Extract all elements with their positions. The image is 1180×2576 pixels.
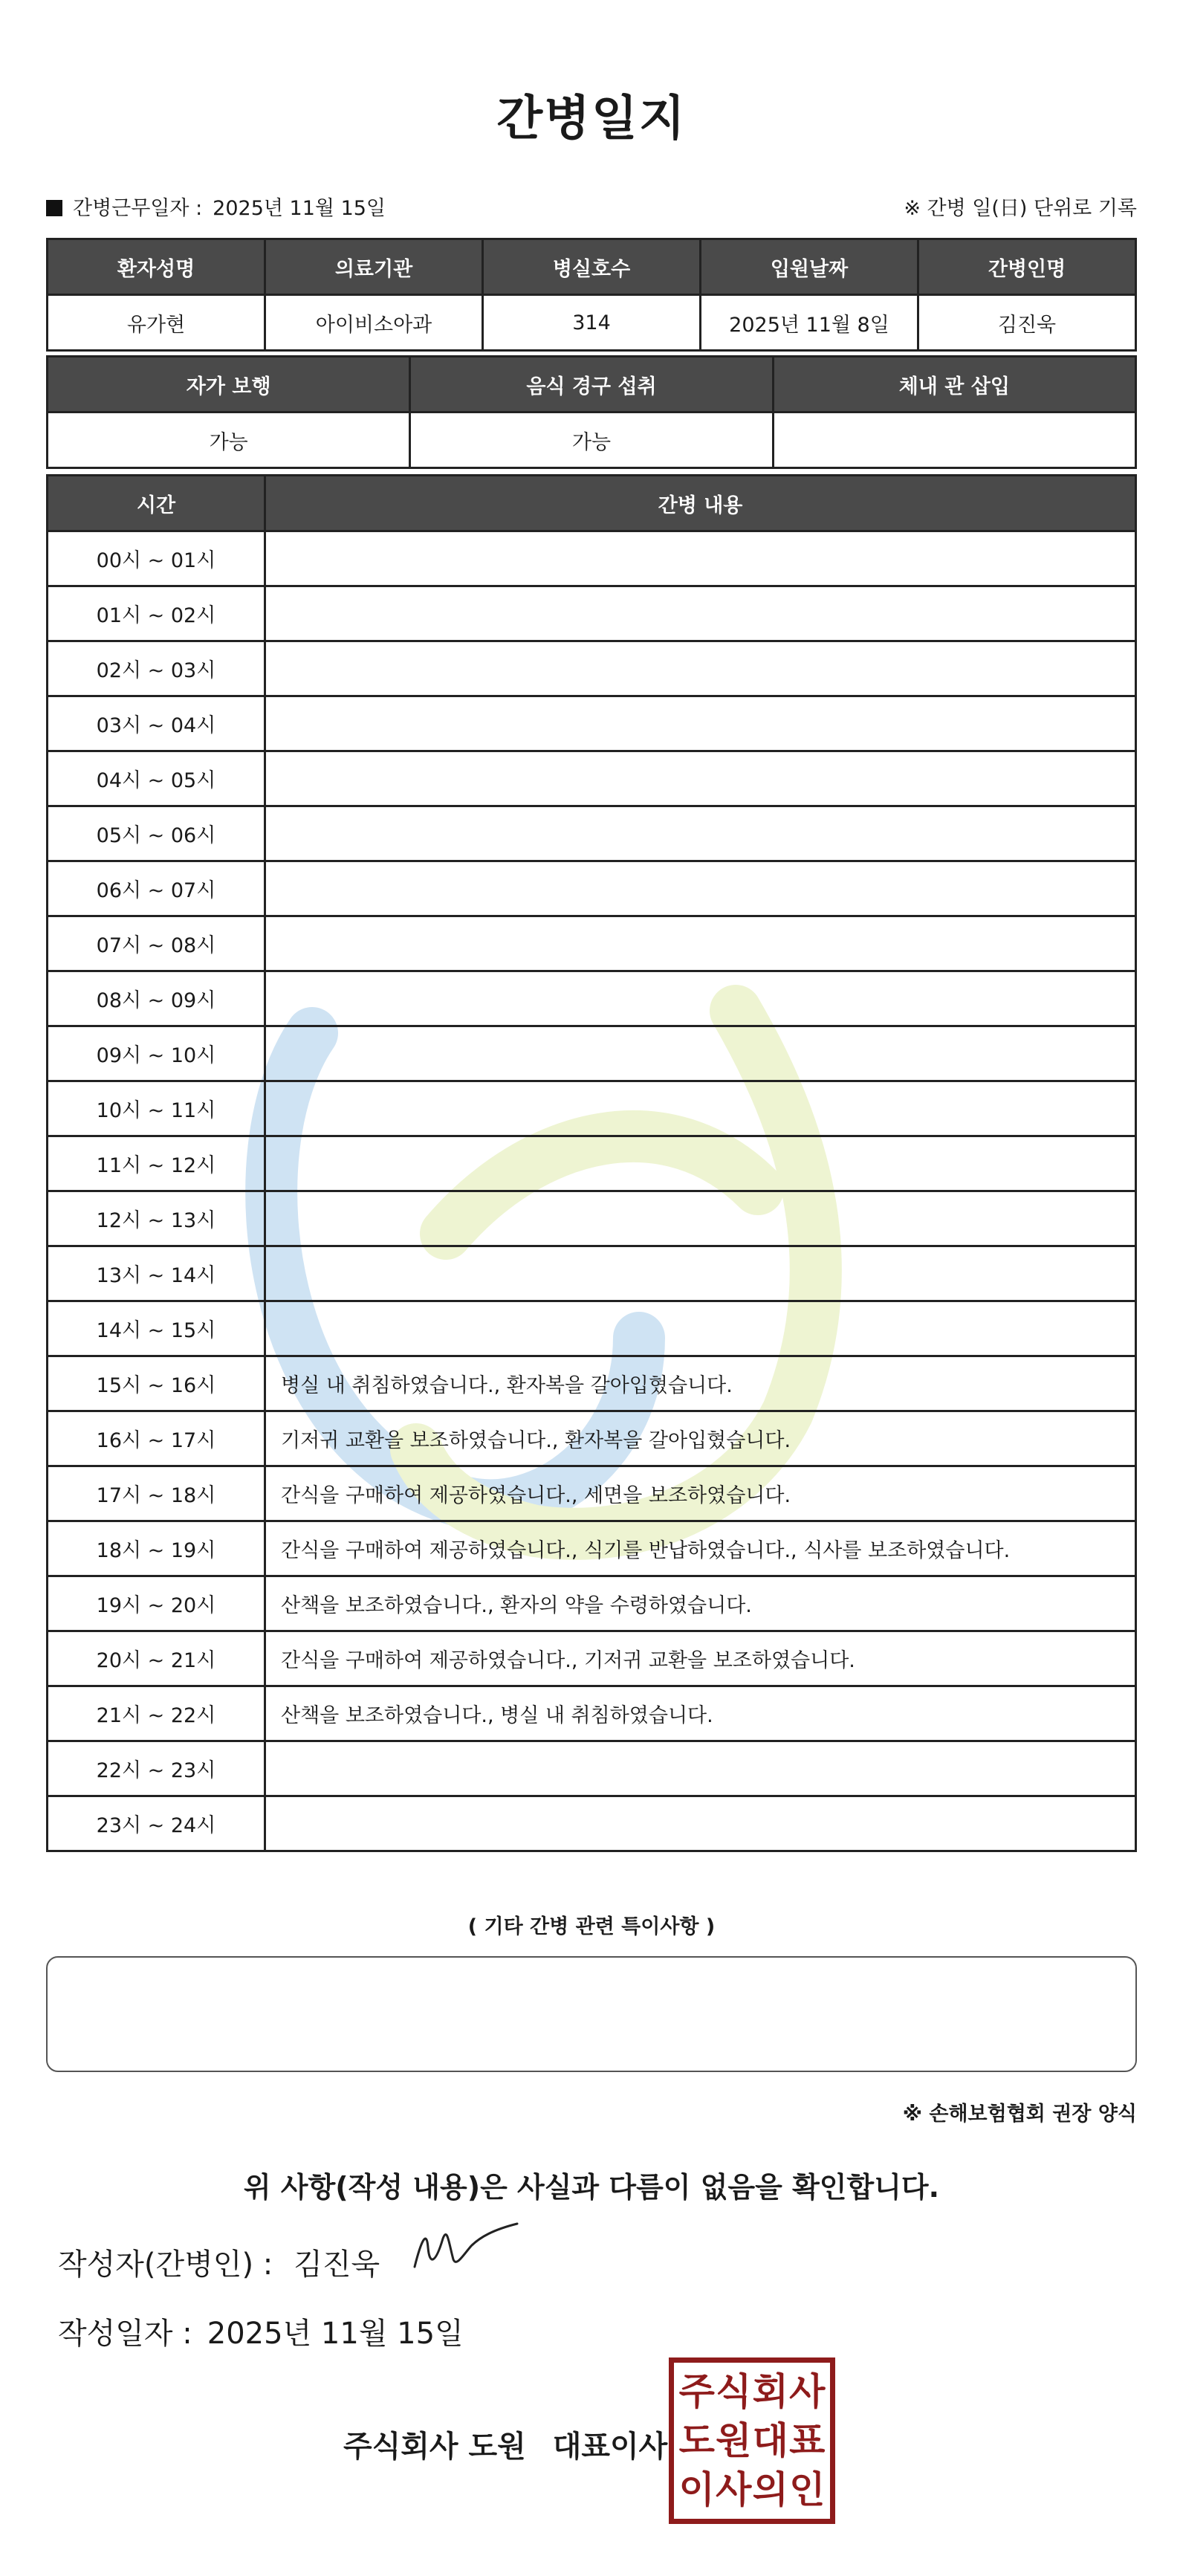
hospital: 아이비소아과	[265, 295, 483, 351]
log-time: 13시 ~ 14시	[48, 1246, 265, 1301]
log-content	[265, 1136, 1136, 1191]
log-content: 간식을 구매하여 제공하였습니다., 기저귀 교환을 보조하였습니다.	[265, 1631, 1136, 1686]
log-time: 23시 ~ 24시	[48, 1796, 265, 1851]
company-seal	[669, 2357, 835, 2524]
log-content	[265, 751, 1136, 806]
log-time: 20시 ~ 21시	[48, 1631, 265, 1686]
log-time: 08시 ~ 09시	[48, 971, 265, 1026]
log-row	[48, 531, 1136, 586]
log-time: 11시 ~ 12시	[48, 1136, 265, 1191]
seal-char: 원	[716, 2419, 752, 2462]
header-tube-insertion: 체내 관 삽입	[773, 357, 1135, 412]
header-admission-date: 입원날짜	[701, 239, 918, 295]
log-time: 06시 ~ 07시	[48, 861, 265, 916]
log-row	[48, 1466, 1136, 1521]
log-time: 14시 ~ 15시	[48, 1301, 265, 1356]
log-content	[265, 806, 1136, 861]
header-room-number: 병실호수	[483, 239, 701, 295]
log-time: 07시 ~ 08시	[48, 916, 265, 971]
written-date-value: 2025년 11월 15일	[207, 2317, 464, 2351]
log-row	[48, 641, 1136, 696]
confirmation-statement: 위 사항(작성 내용)은 사실과 다름이 없음을 확인합니다.	[243, 2171, 940, 2204]
log-row	[48, 971, 1136, 1026]
log-row	[48, 806, 1136, 861]
seal-char: 표	[789, 2419, 826, 2462]
log-row	[48, 1026, 1136, 1081]
log-row	[48, 1741, 1136, 1796]
written-date-label: 작성일자 :	[58, 2317, 192, 2351]
log-content	[265, 916, 1136, 971]
handwritten-signature	[410, 2221, 522, 2273]
log-content	[265, 1301, 1136, 1356]
seal-char: 회	[752, 2370, 788, 2413]
log-row	[48, 1246, 1136, 1301]
log-row	[48, 1136, 1136, 1191]
log-time: 12시 ~ 13시	[48, 1191, 265, 1246]
log-content	[265, 531, 1136, 586]
log-content	[265, 1081, 1136, 1136]
log-content: 병실 내 취침하였습니다., 환자복을 갈아입혔습니다.	[265, 1356, 1136, 1411]
seal-char: 도	[678, 2419, 715, 2462]
writer-name: 김진욱	[294, 2247, 380, 2282]
header-time: 시간	[48, 476, 265, 531]
seal-char: 주	[678, 2370, 715, 2413]
header-self-walking: 자가 보행	[48, 357, 410, 412]
self-walking: 가능	[48, 412, 410, 468]
care-log-table	[46, 474, 1137, 1852]
representative-title: 대표이사	[552, 2430, 668, 2464]
header-oral-intake: 음식 경구 섭취	[410, 357, 773, 412]
written-date-row	[58, 2310, 464, 2352]
log-content	[265, 1026, 1136, 1081]
seal-char: 사	[716, 2468, 752, 2511]
log-content	[265, 696, 1136, 751]
log-content: 산책을 보조하였습니다., 환자의 약을 수령하였습니다.	[265, 1576, 1136, 1631]
header-hospital: 의료기관	[265, 239, 483, 295]
room-number: 314	[483, 295, 701, 351]
log-row	[48, 1081, 1136, 1136]
log-row	[48, 1301, 1136, 1356]
log-row	[48, 1411, 1136, 1466]
seal-char: 인	[789, 2468, 826, 2511]
work-date	[46, 192, 396, 221]
log-content: 산책을 보조하였습니다., 병실 내 취침하였습니다.	[265, 1686, 1136, 1741]
log-content	[265, 1796, 1136, 1851]
log-time: 04시 ~ 05시	[48, 751, 265, 806]
log-time: 02시 ~ 03시	[48, 641, 265, 696]
log-row	[48, 1631, 1136, 1686]
log-time: 22시 ~ 23시	[48, 1741, 265, 1796]
log-time: 10시 ~ 11시	[48, 1081, 265, 1136]
tube-insertion	[773, 412, 1135, 468]
patient-info-table	[46, 238, 1137, 352]
notes-box	[46, 1956, 1137, 2072]
company-row	[343, 2423, 667, 2465]
log-time: 17시 ~ 18시	[48, 1466, 265, 1521]
log-row	[48, 861, 1136, 916]
log-time: 19시 ~ 20시	[48, 1576, 265, 1631]
log-row	[48, 1576, 1136, 1631]
oral-intake: 가능	[410, 412, 773, 468]
seal-char: 대	[752, 2419, 788, 2462]
log-content	[265, 971, 1136, 1026]
log-time: 16시 ~ 17시	[48, 1411, 265, 1466]
log-content	[265, 1191, 1136, 1246]
work-date-value: 2025년 11월 15일	[213, 197, 386, 220]
notes-title: ( 기타 간병 관련 특이사항 )	[467, 1915, 716, 1938]
log-row	[48, 586, 1136, 641]
log-content	[265, 641, 1136, 696]
log-content: 간식을 구매하여 제공하였습니다., 식기를 반납하였습니다., 식사를 보조하였습니다.	[265, 1521, 1136, 1576]
seal-char: 이	[678, 2468, 715, 2511]
header-patient-name: 환자성명	[48, 239, 265, 295]
log-row	[48, 751, 1136, 806]
log-content: 기저귀 교환을 보조하였습니다., 환자복을 갈아입혔습니다.	[265, 1411, 1136, 1466]
patient-name: 유가현	[48, 295, 265, 351]
square-bullet-icon	[46, 200, 62, 216]
seal-char: 사	[789, 2370, 826, 2413]
log-content	[265, 586, 1136, 641]
header-caregiver-name: 간병인명	[918, 239, 1136, 295]
log-row	[48, 1686, 1136, 1741]
log-row	[48, 1356, 1136, 1411]
company-name: 주식회사 도원	[343, 2430, 526, 2464]
log-time: 15시 ~ 16시	[48, 1356, 265, 1411]
log-row	[48, 1796, 1136, 1851]
writer-row	[58, 2241, 380, 2283]
page-title: 간병일지	[496, 91, 687, 146]
log-time: 09시 ~ 10시	[48, 1026, 265, 1081]
log-time: 18시 ~ 19시	[48, 1521, 265, 1576]
log-time: 05시 ~ 06시	[48, 806, 265, 861]
seal-char: 의	[752, 2468, 788, 2511]
log-row	[48, 1521, 1136, 1576]
log-time: 01시 ~ 02시	[48, 586, 265, 641]
log-content	[265, 1246, 1136, 1301]
header-care-content: 간병 내용	[265, 476, 1136, 531]
writer-label: 작성자(간병인) :	[58, 2247, 273, 2282]
log-content	[265, 861, 1136, 916]
log-row	[48, 696, 1136, 751]
admission-date: 2025년 11월 8일	[701, 295, 918, 351]
work-date-label: 간병근무일자 :	[73, 197, 203, 220]
log-time: 03시 ~ 04시	[48, 696, 265, 751]
form-source-note: ※ 손해보험협회 권장 양식	[902, 2103, 1137, 2126]
log-row	[48, 1191, 1136, 1246]
unit-note: ※ 간병 일(日) 단위로 기록	[904, 197, 1137, 220]
log-row	[48, 916, 1136, 971]
meta-row	[46, 192, 1137, 221]
seal-char: 식	[716, 2370, 752, 2413]
patient-status-table	[46, 355, 1137, 469]
caregiver-name: 김진욱	[918, 295, 1136, 351]
log-time: 00시 ~ 01시	[48, 531, 265, 586]
log-time: 21시 ~ 22시	[48, 1686, 265, 1741]
log-content	[265, 1741, 1136, 1796]
log-content: 간식을 구매하여 제공하였습니다., 세면을 보조하였습니다.	[265, 1466, 1136, 1521]
